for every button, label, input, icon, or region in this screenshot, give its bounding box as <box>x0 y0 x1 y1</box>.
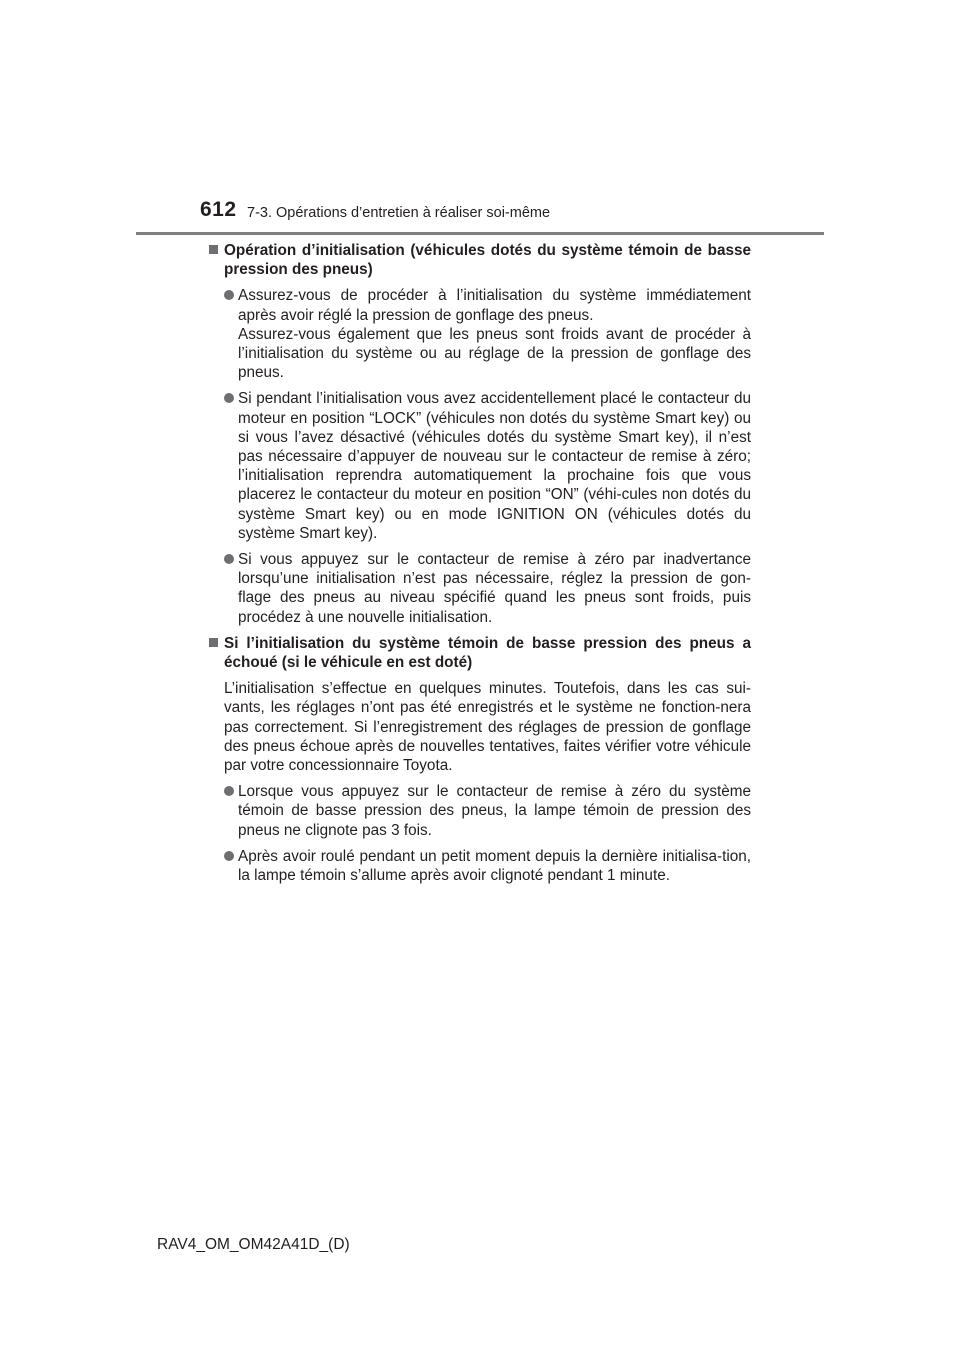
list-item-text: Si pendant l’initialisation vous avez accidentellement placé le contacteur du moteur en position “LOCK” (véhicules non dotés du système Smart key) ou si vous l’avez désactivé (véhicules dotés du système Smart key), il n’est pas nécessaire d’appuyer de nouveau sur le contacteur de remise à zéro; l’initialisation reprendra automatiquement la prochaine fois que vous placerez le contacteur du moteur en position “ON” (véhi-cules non dotés du système Smart key) ou en mode IGNITION ON (véhicules dotés du système Smart key). <box>238 390 751 542</box>
list-item-text: Assurez-vous de procéder à l’initialisation du système immédiatement après avoir réglé la pression de gonflage des pneus. <box>238 287 751 324</box>
list-item <box>209 847 751 885</box>
section-heading-failure <box>209 634 751 672</box>
paragraph <box>209 679 751 775</box>
list-item-text: Assurez-vous également que les pneus sont froids avant de procéder à l’initialisation du système ou au réglage de la pression de gonflage des pneus. <box>238 325 751 382</box>
page-number: 612 <box>200 198 237 221</box>
paragraph-text: L’initialisation s’effectue en quelques minutes. Toutefois, dans les cas sui-vants, les réglages n’ont pas été enregistrés et le système ne fonction-nera pas correctement. Si l’enregistrement des réglages de pression de gonflage des pneus échoue après de nouvelles tentatives, faites vérifier votre véhicule par votre concessionnaire Toyota. <box>224 680 751 775</box>
section-title: 7-3. Opérations d’entretien à réaliser soi-même <box>247 205 551 221</box>
heading-text: Si l’initialisation du système témoin de basse pression des pneus a échoué (si le véhicule en est doté) <box>224 634 751 672</box>
list-item <box>209 550 751 627</box>
list-item <box>209 389 751 543</box>
list-item-text: Si vous appuyez sur le contacteur de remise à zéro par inadvertance lorsqu’une initialisation n’est pas nécessaire, réglez la pression de gon-flage des pneus au niveau spécifié quand les pneus sont froids, puis procédez à une nouvelle initialisation. <box>238 551 751 626</box>
circle-bullet-icon <box>224 554 234 564</box>
page-content <box>209 241 751 892</box>
circle-bullet-icon <box>224 393 234 403</box>
list-item-text: Lorsque vous appuyez sur le contacteur de remise à zéro du système témoin de basse pression des pneus, la lampe témoin de pression des pneus ne clignote pas 3 fois. <box>238 783 751 839</box>
header-divider <box>136 232 824 235</box>
circle-bullet-icon <box>224 290 234 300</box>
list-item <box>209 286 751 382</box>
square-bullet-icon <box>209 245 218 254</box>
heading-text: Opération d’initialisation (véhicules dotés du système témoin de basse pression des pneus) <box>224 242 751 279</box>
document-code: RAV4_OM_OM42A41D_(D) <box>157 1236 350 1253</box>
circle-bullet-icon <box>224 786 234 796</box>
list-item-text: Après avoir roulé pendant un petit moment depuis la dernière initialisa-tion, la lampe témoin s’allume après avoir clignoté pendant 1 minute. <box>238 847 751 885</box>
section-heading-initialization <box>209 241 751 279</box>
list-item <box>209 782 751 840</box>
square-bullet-icon <box>209 638 218 647</box>
circle-bullet-icon <box>224 851 234 861</box>
